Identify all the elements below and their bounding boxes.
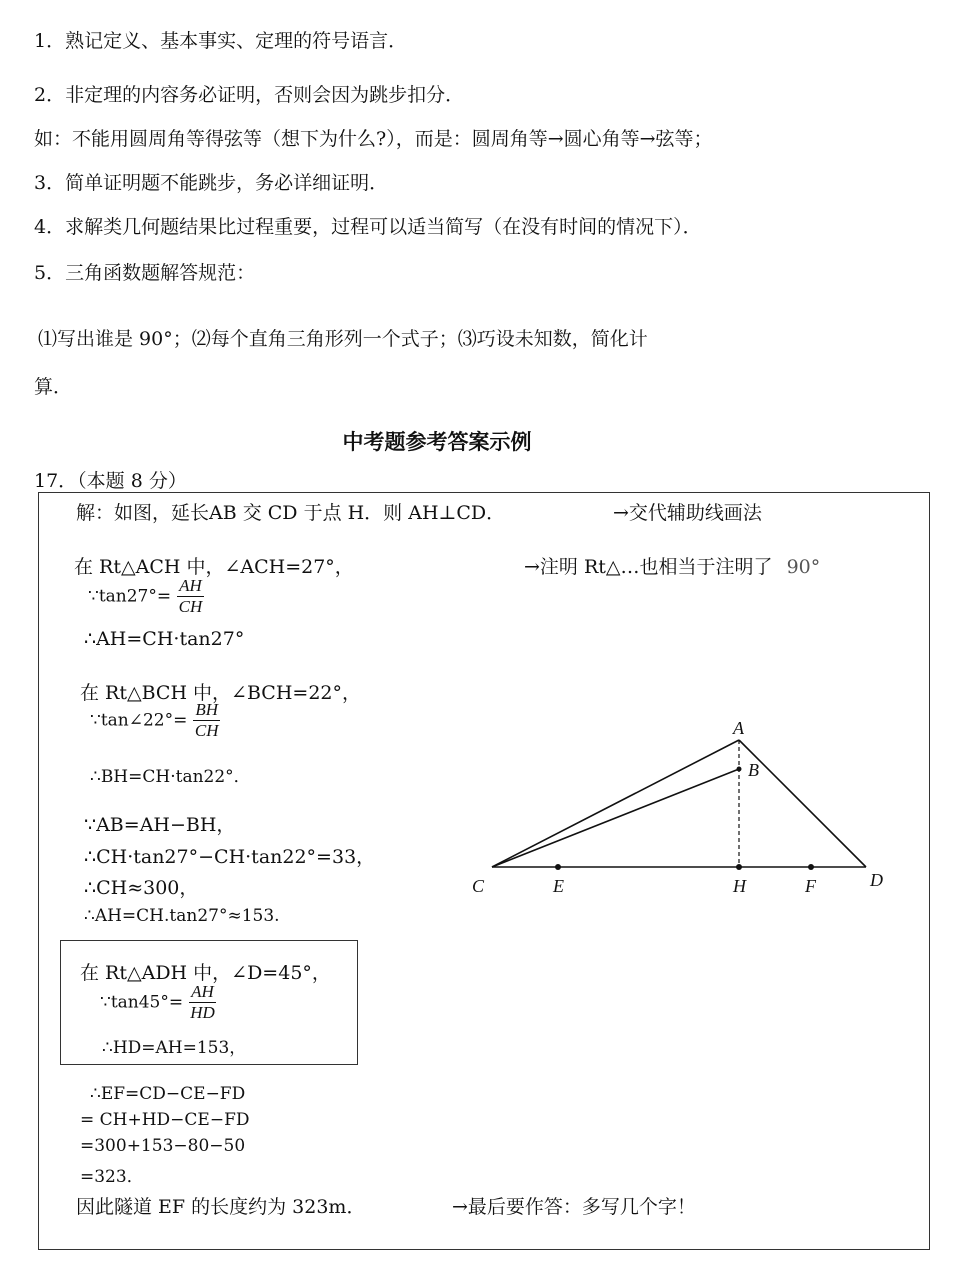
rt-bch-line: 在 Rt△BCH 中，∠BCH=22°， bbox=[80, 682, 361, 704]
problem-header: 17．（本题 8 分） bbox=[34, 470, 187, 492]
guideline-2-example: 如：不能用圆周角等得弦等（想下为什么?），而是：圆周角等→圆心角等→弦等； bbox=[34, 128, 713, 150]
guideline-5-detail: ⑴写出谁是 90°；⑵每个直角三角形列一个式子；⑶巧设未知数，简化计 bbox=[38, 328, 648, 350]
point-e bbox=[555, 864, 561, 870]
point-h bbox=[736, 864, 742, 870]
guideline-3: 3．简单证明题不能跳步，务必详细证明． bbox=[34, 172, 389, 194]
guideline-5: 5．三角函数题解答规范： bbox=[34, 262, 256, 284]
guideline-5-detail-cont: 算． bbox=[34, 376, 73, 398]
label-h: H bbox=[733, 876, 746, 896]
tan27-denominator: CH bbox=[178, 597, 203, 616]
note-rt-triangle bbox=[524, 552, 820, 579]
segment-ca bbox=[492, 740, 739, 867]
note-auxiliary-line: →交代辅助线画法 bbox=[613, 502, 762, 524]
tan45-numerator: AH bbox=[191, 982, 214, 1001]
guideline-1: 1．熟记定义、基本事实、定理的符号语言． bbox=[34, 30, 408, 52]
note-rt-text: →注明 Rt△…也相当于注明了 bbox=[524, 556, 773, 578]
rt-adh-line: 在 Rt△ADH 中，∠D=45°， bbox=[80, 962, 331, 984]
tan22-denominator: CH bbox=[194, 721, 219, 740]
label-c: C bbox=[472, 876, 485, 896]
tan27-lhs: ∵tan27°= bbox=[88, 586, 172, 607]
conclusion: 因此隧道 EF 的长度约为 323m． bbox=[76, 1196, 366, 1218]
ch-value: ∴CH≈300， bbox=[84, 877, 199, 899]
tan27-equation bbox=[88, 576, 204, 617]
bh-equation: ∴BH=CH·tan22°． bbox=[90, 767, 251, 787]
label-e: E bbox=[553, 876, 564, 896]
tan22-equation bbox=[90, 700, 220, 741]
label-b: B bbox=[748, 760, 759, 780]
ah-value: ∴AH=CH.tan27°≈153. bbox=[84, 906, 280, 926]
tan27-fraction bbox=[177, 576, 204, 617]
note-answer: →最后要作答：多写几个字！ bbox=[452, 1196, 696, 1218]
ch-equation: ∴CH·tan27°−CH·tan22°=33， bbox=[84, 846, 376, 868]
tan22-fraction bbox=[193, 700, 220, 741]
tan45-denominator: HD bbox=[190, 1003, 215, 1022]
hd-equation: ∴HD=AH=153， bbox=[102, 1038, 247, 1058]
ef-step-4: =323． bbox=[80, 1167, 144, 1187]
section-title: 中考题参考答案示例 bbox=[342, 430, 532, 454]
ef-step-1: ∴EF=CD−CE−FD bbox=[90, 1084, 246, 1104]
segment-cb bbox=[492, 769, 739, 867]
solution-intro: 解：如图，延长AB 交 CD 于点 H．则 AH⊥CD． bbox=[76, 502, 506, 524]
guideline-4: 4．求解类几何题结果比过程重要，过程可以适当简写（在没有时间的情况下）． bbox=[34, 216, 702, 238]
label-a: A bbox=[733, 718, 744, 738]
guideline-2: 2．非定理的内容务必证明，否则会因为跳步扣分． bbox=[34, 84, 465, 106]
tan27-numerator: AH bbox=[179, 576, 202, 595]
ef-step-2: = CH+HD−CE−FD bbox=[80, 1110, 250, 1130]
point-b bbox=[737, 767, 742, 772]
geometry-diagram bbox=[460, 710, 900, 910]
tan45-fraction bbox=[189, 982, 216, 1023]
note-90-degrees: 90° bbox=[786, 556, 821, 578]
ab-equation: ∵AB=AH−BH， bbox=[84, 814, 236, 836]
tan22-numerator: BH bbox=[195, 700, 219, 719]
label-d: D bbox=[870, 870, 883, 890]
tan22-lhs: ∵tan∠22°= bbox=[90, 710, 188, 731]
tan45-lhs: ∵tan45°= bbox=[100, 992, 184, 1013]
rt-ach-line: 在 Rt△ACH 中，∠ACH=27°， bbox=[74, 556, 354, 578]
point-f bbox=[808, 864, 814, 870]
label-f: F bbox=[805, 876, 816, 896]
tan45-equation bbox=[100, 982, 216, 1023]
ef-step-3: =300+153−80−50 bbox=[80, 1136, 246, 1156]
ah-equation: ∴AH=CH·tan27° bbox=[84, 628, 245, 650]
